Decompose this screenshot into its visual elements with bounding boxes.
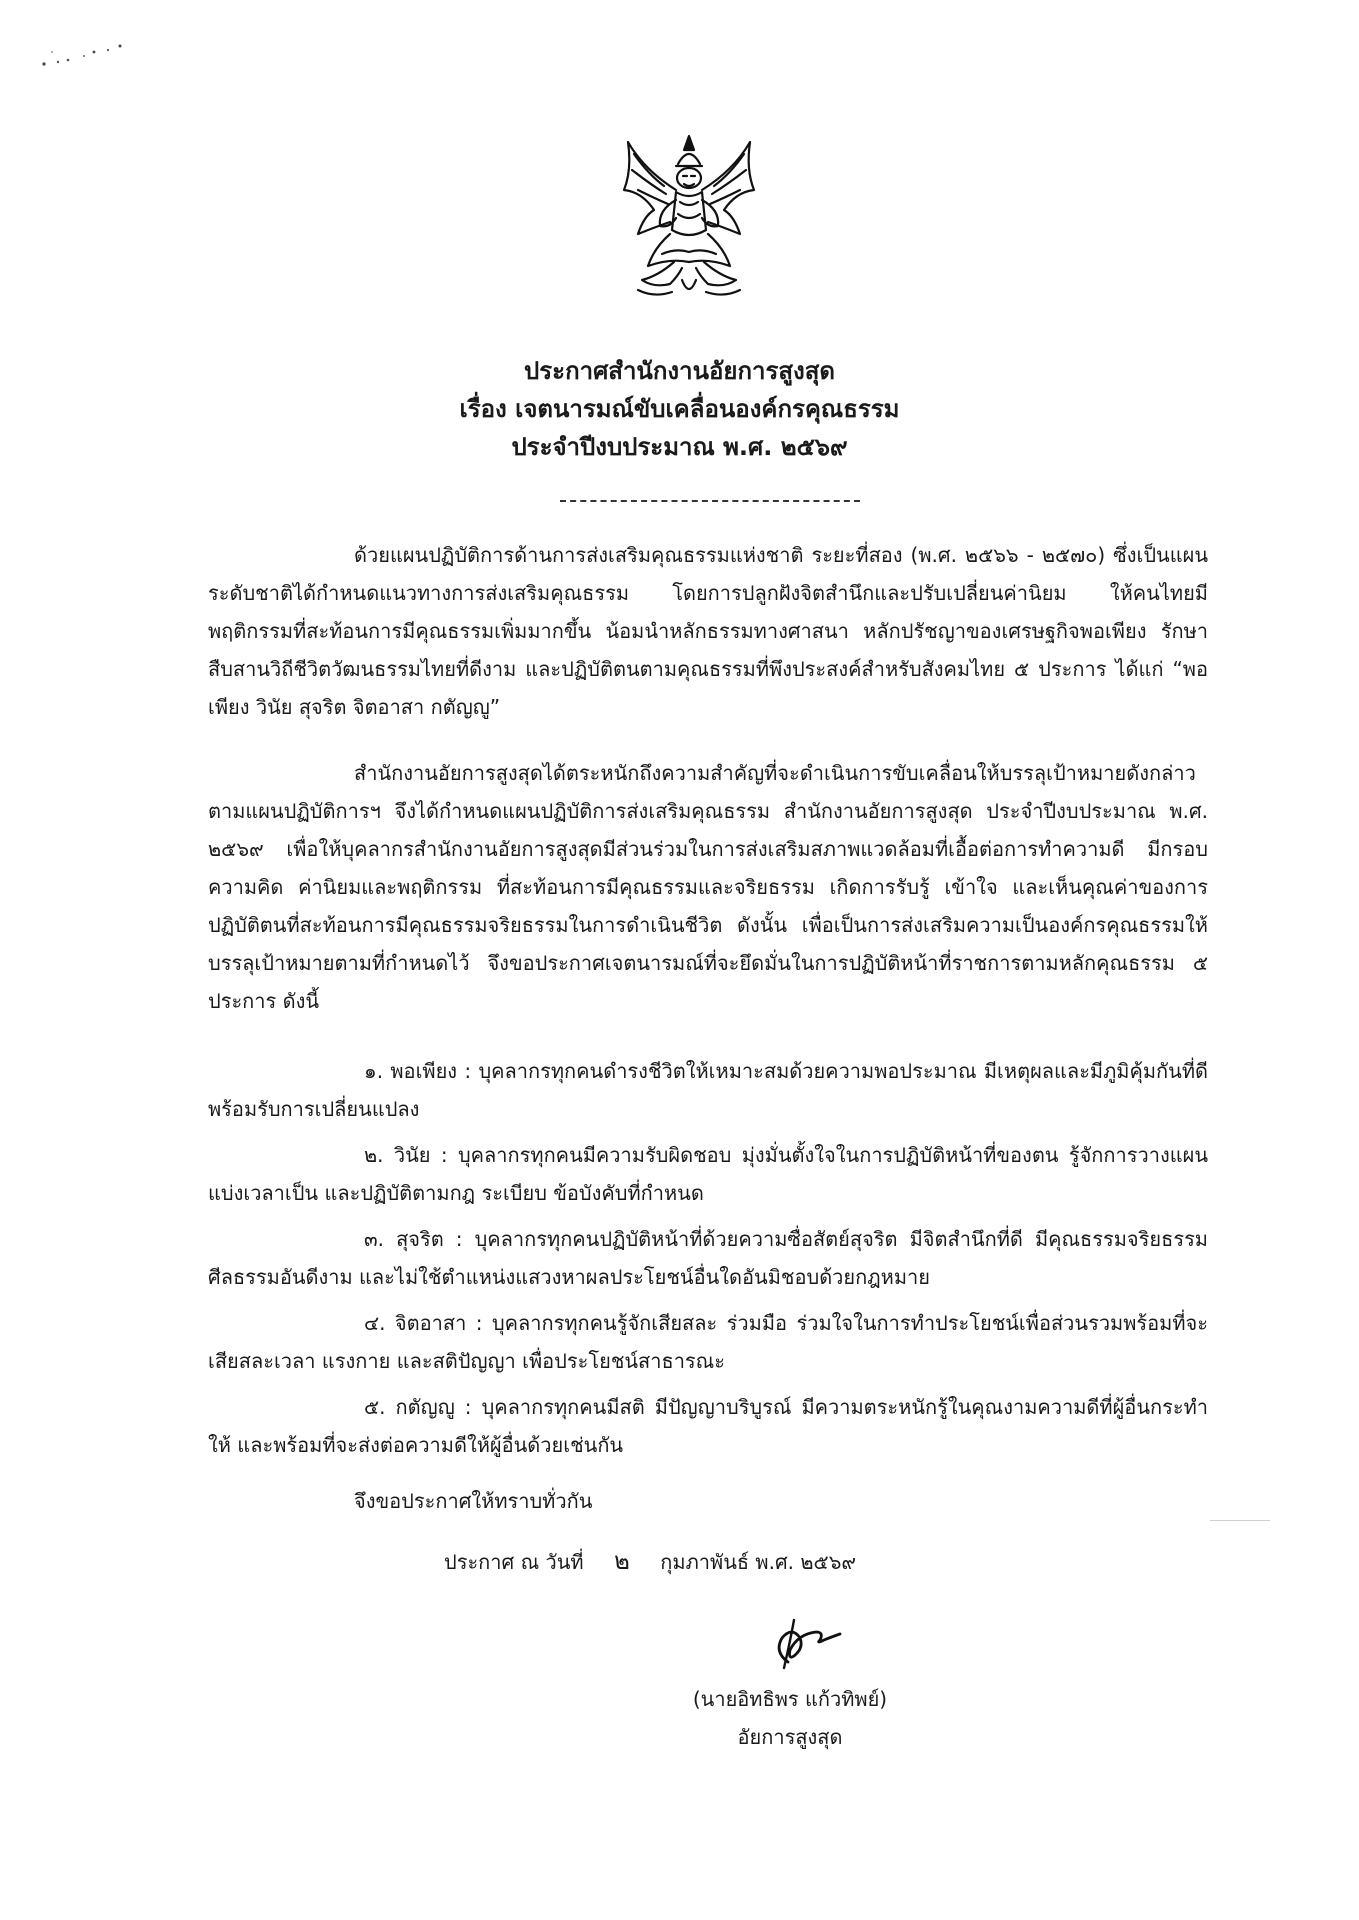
paragraph-2: สำนักงานอัยการสูงสุดได้ตระหนักถึงความสำคัญที่จะดำเนินการขับเคลื่อนให้บรรลุเป้าหมายดังกล่าวตามแผนปฏิบัติการฯ จึงได้กำหนดแผนปฏิบัติการส่งเสริมคุณธรรม สำนักงานอัยการสูงสุด ประจำปีงบประมาณ พ.ศ. ๒๕๖๙ เพื่อให้บุคลากรสำนักงานอัยการสูงสุดมีส่วนร่วมในการส่งเสริมสภาพแวดล้อมที่เอื้อต่อการทำความดี มีกรอบความคิด ค่านิยมและพฤติกรรม ที่สะท้อนการมีคุณธรรมและจริยธรรม เกิดการรับรู้ เข้าใจ และเห็นคุณค่าของการปฏิบัติตนที่สะท้อนการมีคุณธรรมจริยธรรมในการดำเนินชีวิต ดังนั้น เพื่อเป็นการส่งเสริมความเป็นองค์กรคุณธรรมให้บรรลุเป้าหมายตามที่กำหนดไว้ จึงขอประกาศเจตนารมณ์ที่จะยึดมั่นในการปฏิบัติหน้าที่ราชการตามหลักคุณธรรม ๕ ประการ ดังนี้ — [208, 761, 1208, 1013]
paragraph-1: ด้วยแผนปฏิบัติการด้านการส่งเสริมคุณธรรมแห่งชาติ ระยะที่สอง (พ.ศ. ๒๕๖๖ - ๒๕๗๐) ซึ่งเป็นแผนระดับชาติได้กำหนดแนวทางการส่งเสริมคุณธรรม โดยการปลูกฝังจิตสำนึกและปรับเปลี่ยนค่านิยม ให้คนไทยมีพฤติกรรมที่สะท้อนการมีคุณธรรมเพิ่มมากขึ้น น้อมนำหลักธรรมทางศาสนา หลักปรัชญาของเศรษฐกิจพอเพียง รักษาสืบสานวิถีชีวิตวัฒนธรรมไทยที่ดีงาม และปฏิบัติตนตามคุณธรรมที่พึงประสงค์สำหรับสังคมไทย ๕ ประการ ได้แก่ “พอเพียง วินัย สุจริต จิตอาสา กตัญญู” — [208, 543, 1208, 719]
scan-mark — [1210, 1520, 1270, 1521]
dateline-month-year: กุมภาพันธ์ พ.ศ. ๒๕๖๙ — [660, 1550, 857, 1574]
virtue-item-volunteerism: ๔. จิตอาสา : บุคลากรทุกคนรู้จักเสียสละ ร่วมมือ ร่วมใจในการทำประโยชน์เพื่อส่วนรวมพร้อมที่จะเสียสละเวลา แรงกาย และสติปัญญา เพื่อประโยชน์สาธารณะ — [208, 1311, 1208, 1373]
closing-statement: จึงขอประกาศให้ทราบทั่วกัน — [354, 1489, 593, 1513]
signer-name: (นายอิทธิพร แก้วทิพย์) — [692, 1687, 888, 1711]
virtue-item-discipline: ๒. วินัย : บุคลากรทุกคนมีความรับผิดชอบ มุ่งมั่นตั้งใจในการปฏิบัติหน้าที่ของตน รู้จักการวางแผนแบ่งเวลาเป็น และปฏิบัติตามกฎ ระเบียบ ข้อบังคับที่กำหนด — [208, 1143, 1208, 1205]
announcement-title — [0, 352, 1359, 466]
signature — [754, 1612, 854, 1672]
virtue-item-integrity: ๓. สุจริต : บุคลากรทุกคนปฏิบัติหน้าที่ด้วยความซื่อสัตย์สุจริต มีจิตสำนึกที่ดี มีคุณธรรมจริยธรรม ศีลธรรมอันดีงาม และไม่ใช้ตำแหน่งแสวงหาผลประโยชน์อื่นใดอันมิชอบด้วยกฎหมาย — [208, 1227, 1208, 1289]
dateline-prefix: ประกาศ ณ วันที่ — [444, 1550, 584, 1574]
title-line-1: ประกาศสำนักงานอัยการสูงสุด — [524, 357, 835, 385]
title-line-3: ประจำปีงบประมาณ พ.ศ. ๒๕๖๙ — [511, 433, 848, 461]
virtue-item-sufficiency: ๑. พอเพียง : บุคลากรทุกคนดำรงชีวิตให้เหมาะสมด้วยความพอประมาณ มีเหตุผลและมีภูมิคุ้มกันที่ดีพร้อมรับการเปลี่ยนแปลง — [208, 1059, 1208, 1121]
title-divider — [560, 500, 860, 502]
virtue-item-gratitude: ๕. กตัญญู : บุคลากรทุกคนมีสติ มีปัญญาบริบูรณ์ มีความตระหนักรู้ในคุณงามความดีที่ผู้อื่นกระทำให้ และพร้อมที่จะส่งต่อความดีให้ผู้อื่นด้วยเช่นกัน — [208, 1395, 1208, 1457]
signer-block — [670, 1680, 910, 1756]
garuda-emblem — [614, 130, 764, 310]
scan-specks — [38, 36, 128, 76]
dateline — [444, 1542, 856, 1581]
signer-position: อัยการสูงสุด — [737, 1725, 843, 1749]
dateline-day: ๒ — [614, 1547, 630, 1575]
title-line-2: เรื่อง เจตนารมณ์ขับเคลื่อนองค์กรคุณธรรม — [459, 395, 900, 423]
